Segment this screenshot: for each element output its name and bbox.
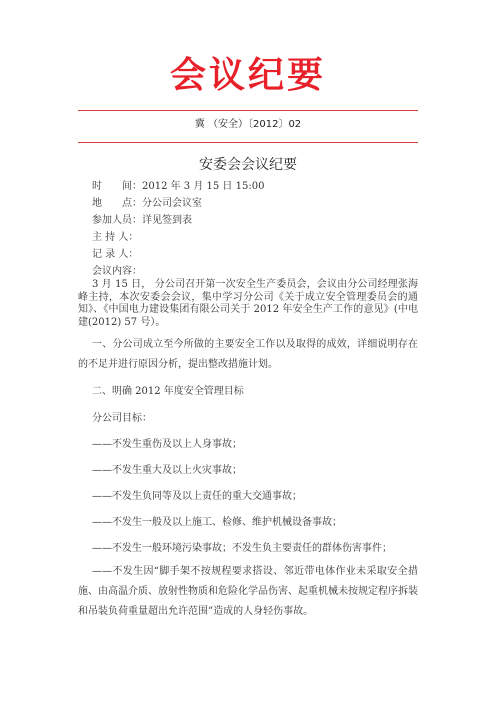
meta-attendees-key: 参加人员： (92, 215, 142, 226)
meta-content (92, 265, 142, 279)
meta-location-key: 地 点： (92, 198, 142, 209)
agenda-item-1: 一、分公司成立至今所做的主要安全工作以及取得的成效，详细说明存在的不足并进行原因分析，提出整改措施计划。 (78, 339, 418, 370)
meta-content-key: 会议内容： (92, 266, 142, 277)
document-header-title: 会议纪要 (169, 55, 326, 96)
goal-item-last: ——不发生因“脚手架不按规程要求搭设、邻近带电体作业未采取安全措施、由高温介质、放射性物质和危险化学品伤害、起重机械未按规定程序拆装和吊装负荷重量超出允许范围”造成的人身轻伤事故。 (78, 566, 418, 617)
meta-attendees (92, 214, 192, 228)
meta-time (92, 180, 264, 194)
meta-recorder (92, 248, 138, 262)
goal-item: ——不发生重伤及以上人身事故； (92, 439, 242, 450)
meta-time-key: 时 间： (92, 181, 142, 192)
goal-item: ——不发生负同等及以上责任的重大交通事故； (92, 491, 302, 502)
agenda-item-2: 二、明确 2012 年度安全管理目标 (92, 386, 244, 397)
goal-item: ——不发生一般及以上施工、检修、维护机械设备事故； (92, 517, 342, 528)
meta-attendees-value: 详见签到表 (142, 215, 192, 226)
meta-host-key: 主 持 人： (92, 232, 139, 243)
document-number: 冀 （安全）〔2012〕02 (194, 119, 302, 130)
meta-time-value: 2012 年 3 月 15 日 15:00 (142, 181, 265, 192)
header-red-rule-top (78, 110, 418, 111)
header-red-rule-bottom (78, 142, 418, 143)
meta-location-value: 分公司会议室 (142, 198, 202, 209)
meta-host (92, 231, 138, 245)
meta-location (92, 197, 202, 211)
goal-item: ——不发生一般环境污染事故；不发生负主要责任的群体伤害事件； (92, 543, 392, 554)
meta-recorder-key: 记 录 人： (92, 249, 139, 260)
goals-label: 分公司目标： (92, 413, 152, 424)
meeting-title: 安委会会议纪要 (199, 157, 297, 173)
meeting-intro-paragraph: 3 月 15 日， 分公司召开第一次安全生产委员会，会议由分公司经理张海峰主持，本次安委会会议，集中学习分公司《关于成立安全管理委员会的通知》、《中国电力建设集团有限公司关于 2012 年安全生产工作的意见》(中电建(2012) 57 号）。 (78, 279, 418, 328)
goal-item: ——不发生重大及以上火灾事故； (92, 465, 242, 476)
